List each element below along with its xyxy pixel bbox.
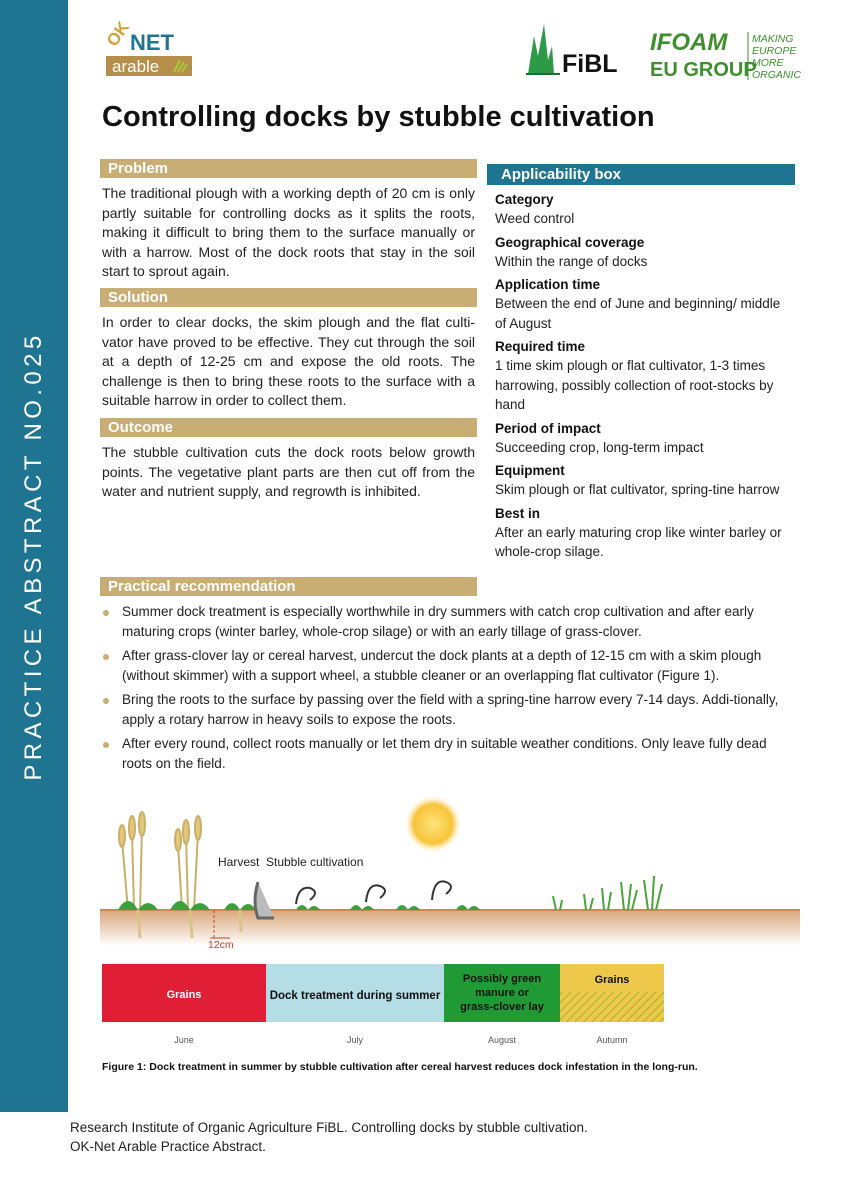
problem-heading: Problem [100, 159, 477, 178]
ifoam-tag-making: MAKING [752, 33, 794, 45]
month-label-june: June [174, 1035, 194, 1045]
oknet-arable-text: arable [112, 57, 160, 76]
recommendation-heading: Practical recommendation [100, 577, 477, 596]
ifoam-group-text: EU GROUP [650, 59, 757, 81]
oknet-ok-text: OK [104, 18, 134, 50]
bullet-dot-icon [103, 698, 109, 704]
oknet-arable-logo [104, 18, 196, 80]
figure-caption: Figure 1: Dock treatment in summer by stubble cultivation after cereal harvest reduces dock infestation in the long-run. [102, 1061, 698, 1073]
oknet-net-text: NET [130, 30, 174, 55]
list-item-text: After every round, collect roots manually or let them dry in suitable weather conditions. Only leave fully dead roots on the field. [122, 736, 767, 771]
applicability-value: Between the end of June and beginning/ middle of August [495, 296, 781, 331]
skim-plough-icon [255, 882, 274, 918]
applicability-value: 1 time skim plough or flat cultivator, 1-3 times harrowing, possibly collection of root-stocks by hand [495, 358, 774, 412]
outcome-text: The stubble cultivation cuts the dock roots below growth points. The vegetative plant parts are then cut off from the water and nutrient supply, and regrowth is inhibited. [102, 444, 475, 499]
bullet-dot-icon [103, 654, 109, 660]
fibl-logo [520, 16, 630, 80]
applicability-item-application-time [495, 275, 795, 333]
applicability-value: Skim plough or flat cultivator, spring-tine harrow [495, 482, 780, 497]
applicability-item-equipment [495, 461, 795, 500]
applicability-label: Required time [495, 339, 586, 354]
list-item-text: Summer dock treatment is especially worthwhile in dry summers with catch crop cultivation and after early maturing crops (winter barley, whole-crop silage) or with an early tillage of grass-clover. [122, 604, 754, 639]
ifoam-tag-europe: EUROPE [752, 45, 797, 57]
footer-line: Research Institute of Organic Agriculture FiBL. Controlling docks by stubble cultivation. [70, 1120, 588, 1135]
ifoam-eu-logo [650, 28, 810, 84]
stubble-cultivation-label: Stubble cultivation [266, 855, 364, 869]
dock-root-icon [190, 910, 192, 938]
applicability-label: Equipment [495, 463, 565, 478]
sun-icon [405, 796, 461, 852]
band-label-green-manure-line: manure or [475, 987, 529, 999]
ifoam-tag-organic: ORGANIC [752, 69, 802, 81]
applicability-label: Application time [495, 277, 601, 292]
wheat-plant-icon [119, 812, 145, 910]
bullet-dot-icon [103, 610, 109, 616]
band-label-green-manure-line: grass-clover lay [460, 1001, 544, 1013]
applicability-item-geographical-coverage [495, 233, 795, 272]
solution-heading: Solution [100, 288, 477, 307]
seedling-icon [644, 876, 662, 910]
dock-root-icon [138, 910, 140, 938]
applicability-value: Succeeding crop, long-term impact [495, 439, 704, 455]
applicability-value: Within the range of docks [495, 253, 648, 269]
applicability-label: Period of impact [495, 420, 601, 436]
applicability-item-category [495, 190, 795, 229]
dock-plant-icon [118, 901, 158, 910]
applicability-label: Category [495, 192, 554, 207]
recommendation-list [100, 602, 790, 778]
soil-layer [100, 910, 800, 946]
figure-illustration [100, 792, 800, 1052]
dock-plant-icon [224, 903, 256, 910]
harvest-label: Harvest [218, 855, 260, 869]
month-label-august: August [487, 1035, 517, 1045]
list-item [100, 690, 790, 729]
band-grains-autumn-hatch [560, 992, 664, 1022]
seedling-icon [553, 896, 562, 910]
exposed-root-icon [366, 885, 385, 902]
month-label-july: July [346, 1035, 364, 1045]
band-label-dock-treatment: Dock treatment during summer [269, 990, 441, 1002]
footer-citation [70, 1118, 588, 1156]
footer-line: OK-Net Arable Practice Abstract. [70, 1139, 266, 1154]
fibl-logo-text: FiBL [562, 50, 618, 78]
outcome-heading: Outcome [100, 418, 477, 437]
page-title: Controlling docks by stubble cultivation [102, 101, 655, 133]
ifoam-name-text: IFOAM [650, 29, 728, 56]
applicability-label: Best in [495, 505, 541, 521]
exposed-root-icon [432, 881, 451, 900]
applicability-value: After an early maturing crop like winter barley or whole-crop silage. [495, 524, 782, 559]
applicability-heading: Applicability box [487, 164, 795, 185]
list-item-text: After grass-clover lay or cereal harvest, undercut the dock plants at a depth of 12-15 cm with a skim plough (without skimmer) with a support wheel, a stubble cleaner or an overlapping flat cultivator (Figure 1). [122, 648, 762, 683]
problem-text: The traditional plough with a working depth of 20 cm is only partly suitable for controlling docks as it splits the roots, making it difficult to bring them to the surface manually or with a harrow. Most of the dock roots that stay in the soil start to sprout again. [102, 185, 475, 279]
applicability-box [495, 190, 795, 566]
applicability-item-period-of-impact [495, 419, 795, 458]
band-label-grains-autumn: Grains [594, 974, 630, 986]
dock-plant-icon [170, 901, 210, 910]
seedling-icon [602, 888, 611, 910]
bullet-dot-icon [103, 742, 109, 748]
band-label-green-manure-line: Possibly green [462, 973, 542, 985]
applicability-value: Weed control [495, 211, 575, 226]
ifoam-tag-more: MORE [752, 57, 784, 69]
solution-text: In order to clear docks, the skim plough and the flat culti-vator have proved to be effective. They cut through the soil at a depth of 12-25 cm and expose the old roots. The challenge is then to bring these roots to the surface with a suitable harrow in order to collect them. [102, 314, 475, 408]
practice-abstract-number: PRACTICE ABSTRACT NO.025 [20, 331, 47, 781]
sidebar-band [0, 0, 68, 1112]
month-label-autumn: Autumn [596, 1035, 628, 1045]
band-label-grains: Grains [166, 989, 202, 1001]
list-item [100, 734, 790, 773]
seedling-icon [584, 894, 593, 910]
depth-label: 12cm [208, 939, 234, 951]
seedling-icon [621, 882, 637, 910]
applicability-item-required-time [495, 337, 795, 415]
list-item [100, 602, 790, 641]
exposed-root-icon [296, 888, 315, 904]
applicability-label: Geographical coverage [495, 234, 645, 250]
list-item-text: Bring the roots to the surface by passing over the field with a spring-tine harrow every 7-14 days. Addi-tionally, apply a rotary harrow in heavy soils to expose the roots. [122, 692, 779, 727]
applicability-item-best-in [495, 504, 795, 562]
dock-root-icon [240, 910, 241, 932]
list-item [100, 646, 790, 685]
wheat-plant-icon [175, 816, 201, 910]
